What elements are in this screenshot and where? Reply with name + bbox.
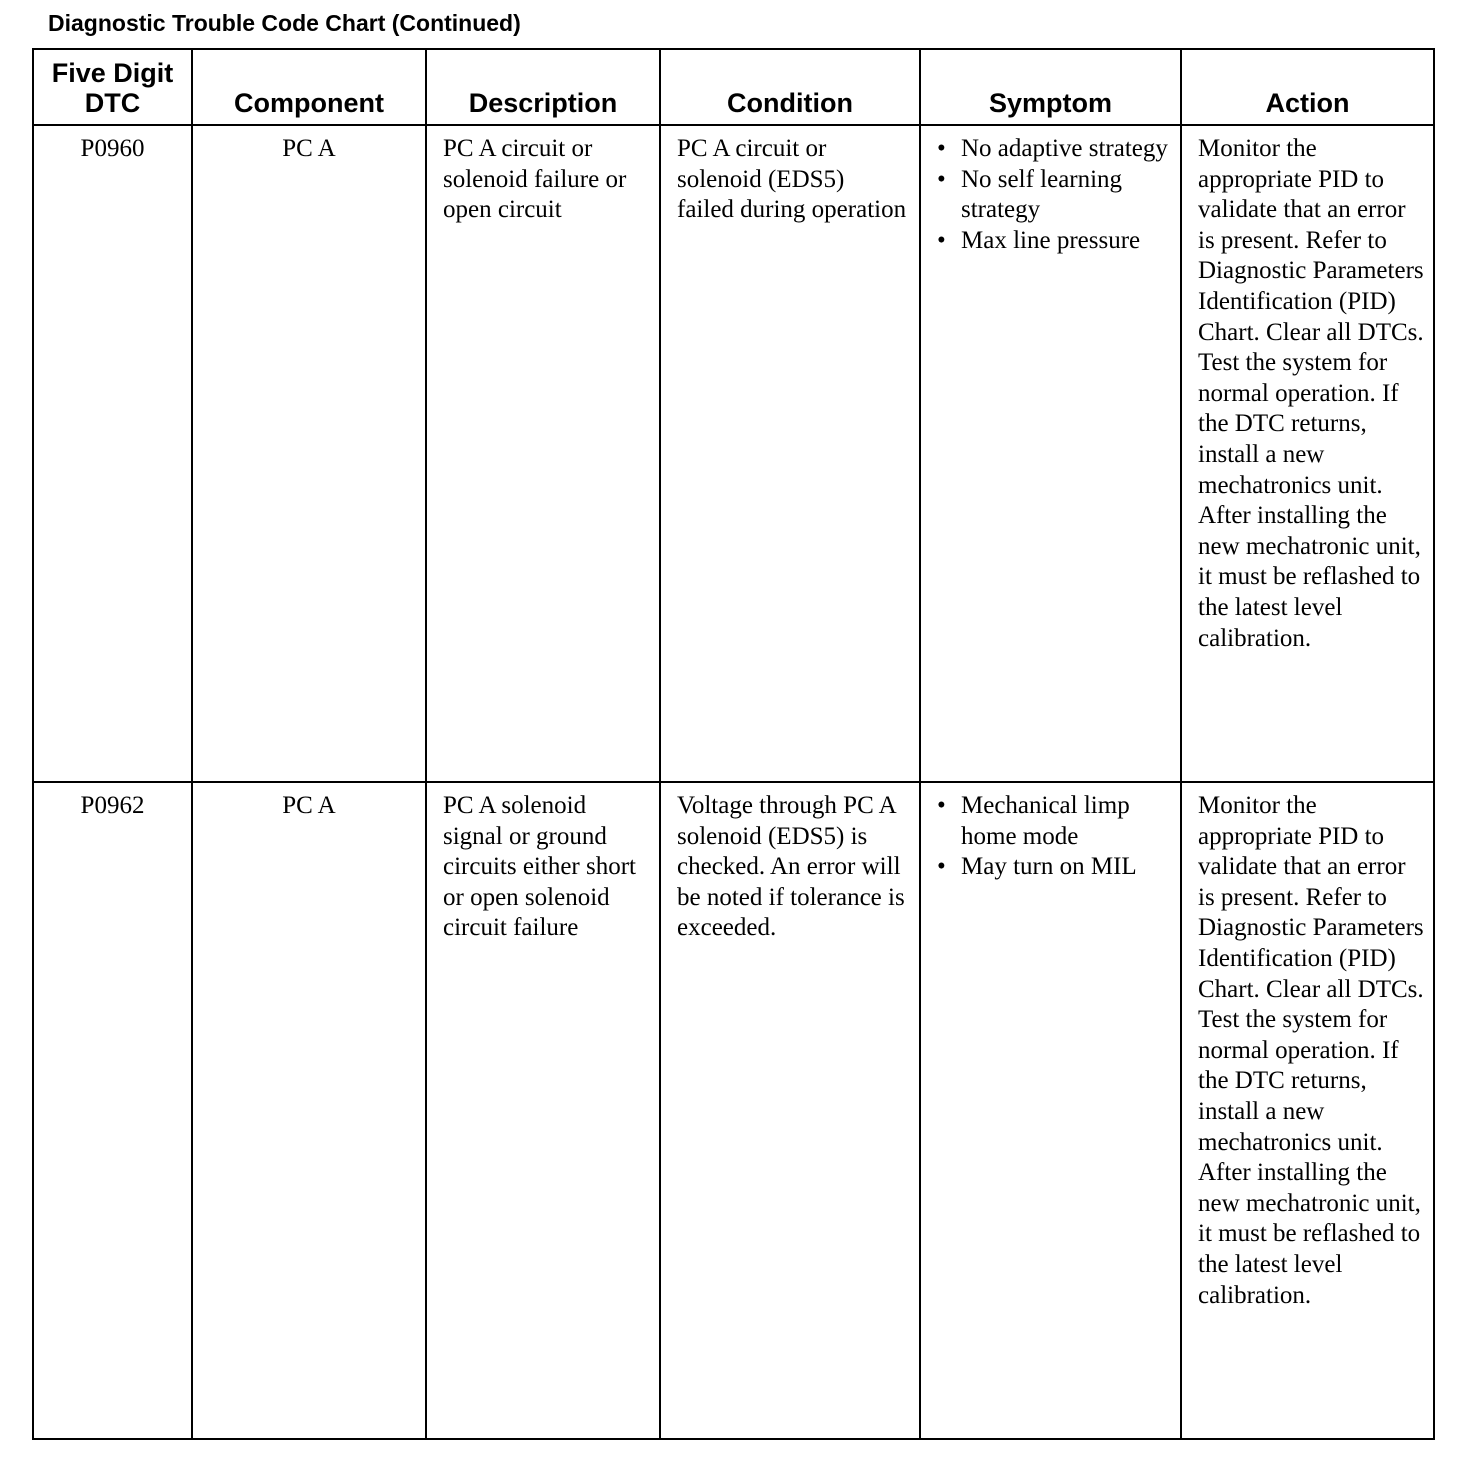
symptom-list (937, 134, 1168, 256)
symptom-cell (920, 782, 1181, 1439)
condition: Voltage through PC A solenoid (EDS5) is checked. An error will be noted if tolerance is exceeded. (660, 782, 920, 1439)
symptom-item: • Max line pressure (937, 226, 1168, 257)
symptom-cell (920, 125, 1181, 782)
dtc-table (32, 48, 1435, 1440)
symptom-item: • No self learning strategy (937, 165, 1123, 224)
column-header-condition: Condition (660, 49, 920, 125)
symptom-item: • Mechanical limp home mode (937, 792, 1130, 850)
description: PC A circuit or solenoid failure or open circuit (426, 125, 660, 782)
component: PC A (192, 125, 426, 782)
action: Monitor the appropriate PID to validate that an error is present. Refer to Diagnostic Parameters Identification (PID) Chart. Clear all DTCs. Test the system for normal operation. If the DTC returns, install a new mechatronics unit. After installing the new mechatronic unit, it must be reflashed to the latest level calibration. (1181, 125, 1434, 782)
column-header-description: Description (426, 49, 660, 125)
dtc-code: P0962 (33, 782, 192, 1439)
table-header-row (33, 49, 1434, 125)
bullet-icon: • (937, 226, 946, 254)
bullet-icon: • (937, 792, 946, 819)
column-header-dtc: Five Digit DTC (33, 49, 192, 125)
table-row (33, 125, 1434, 782)
symptom-item: • No adaptive strategy (937, 134, 1168, 165)
column-header-symptom: Symptom (920, 49, 1181, 125)
page-title: Diagnostic Trouble Code Chart (Continued) (48, 10, 521, 36)
condition: PC A circuit or solenoid (EDS5) failed during operation (660, 125, 920, 782)
column-header-action: Action (1181, 49, 1434, 125)
description: PC A solenoid signal or ground circuits either short or open solenoid circuit failure (426, 782, 660, 1439)
symptom-item: • May turn on MIL (937, 852, 1168, 883)
bullet-icon: • (937, 853, 946, 881)
bullet-icon: • (937, 165, 946, 193)
component: PC A (192, 782, 426, 1439)
bullet-icon: • (937, 135, 946, 162)
symptom-list (937, 791, 1168, 883)
action: Monitor the appropriate PID to validate that an error is present. Refer to Diagnostic Parameters Identification (PID) Chart. Clear all DTCs. Test the system for normal operation. If the DTC returns, install a new mechatronics unit. After installing the new mechatronic unit, it must be reflashed to the latest level calibration. (1181, 782, 1434, 1439)
table-row (33, 782, 1434, 1439)
column-header-component: Component (192, 49, 426, 125)
dtc-code: P0960 (33, 125, 192, 782)
